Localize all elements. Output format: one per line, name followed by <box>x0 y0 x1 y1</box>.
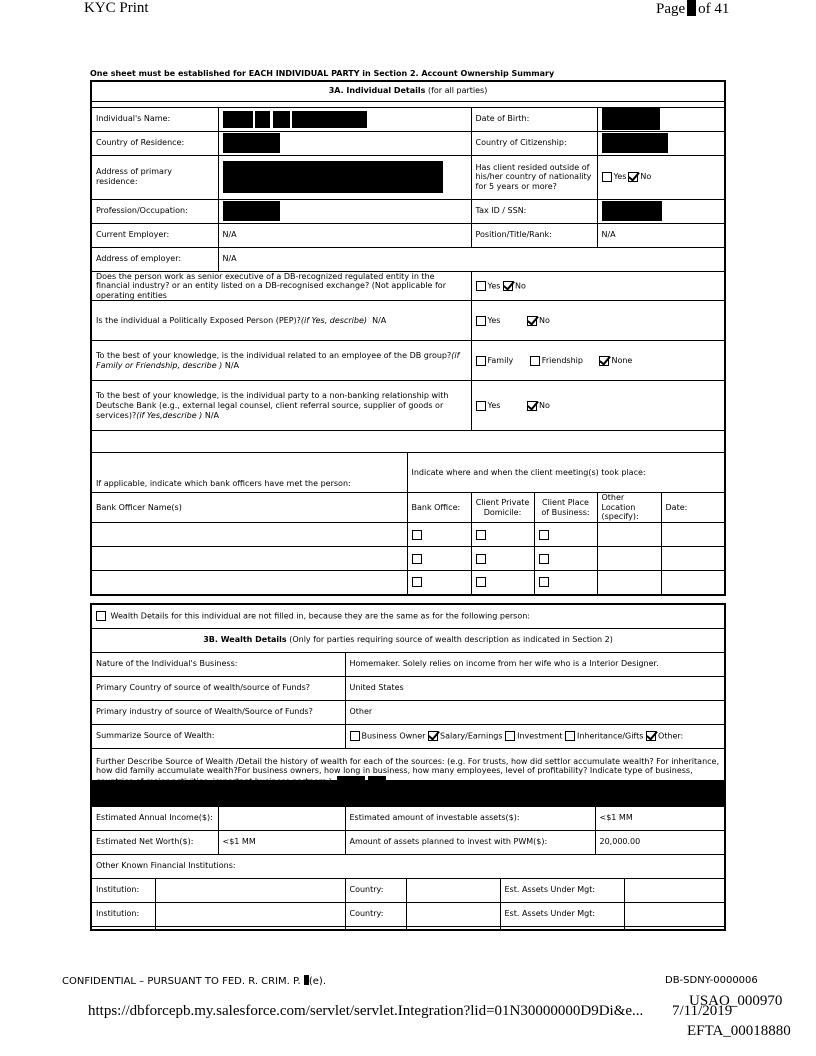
resided-yes-checkbox[interactable] <box>602 172 612 182</box>
meeting-row <box>91 571 725 595</box>
taxid-value <box>597 199 725 223</box>
planned-value: 20,000.00 <box>595 830 725 854</box>
aum-value[interactable] <box>624 902 725 926</box>
taxid-label: Tax ID / SSN: <box>471 199 597 223</box>
place-business-checkbox[interactable] <box>539 530 549 540</box>
pep-no-checkbox[interactable] <box>527 316 537 326</box>
section-a-title: 3A. Individual Details (for all parties) <box>91 81 725 101</box>
efta-number: EFTA_00018880 <box>687 1023 791 1039</box>
related-options: Family Friendship None <box>471 341 725 381</box>
annual-income-label: Estimated Annual Income($): <box>91 806 218 830</box>
meeting-row <box>91 523 725 547</box>
bank-office-header: Bank Office: <box>407 493 471 523</box>
same-as-checkbox[interactable] <box>96 611 106 621</box>
place-business-checkbox[interactable] <box>539 554 549 564</box>
place-business-checkbox[interactable] <box>539 577 549 587</box>
wealth-details-table <box>90 603 726 931</box>
address-label: Address of primary residence: <box>91 155 218 199</box>
address-value <box>218 155 471 199</box>
section-b-title: 3B. Wealth Details (Only for parties requiring source of wealth description as indicated in Section 2) <box>91 628 725 652</box>
business-owner-checkbox[interactable] <box>350 731 360 741</box>
page-label: Page <box>656 1 686 17</box>
domicile-header: Client Private Domicile: <box>471 493 534 523</box>
aum-value[interactable] <box>624 878 725 902</box>
pep-options: Yes No <box>471 301 725 341</box>
officer-name-cell[interactable] <box>91 571 407 595</box>
date-header: Date: <box>661 493 725 523</box>
other-fi-label: Other Known Financial Institutions: <box>91 854 725 878</box>
country-label: Country: <box>345 902 406 926</box>
page-indicator <box>656 0 729 18</box>
nature-label: Nature of the Individual's Business: <box>91 652 345 676</box>
date-cell[interactable] <box>661 523 725 547</box>
bank-office-checkbox[interactable] <box>412 554 422 564</box>
primary-country-label: Primary Country of source of wealth/source of Funds? <box>91 676 345 700</box>
intro-instruction: One sheet must be established for EACH INDIVIDUAL PARTY in Section 2. Account Ownership Summary <box>90 69 555 78</box>
domicile-checkbox[interactable] <box>476 577 486 587</box>
related-family-checkbox[interactable] <box>476 356 486 366</box>
institution-value[interactable] <box>155 878 345 902</box>
redacted-description <box>92 780 724 806</box>
individual-details-table <box>90 80 726 596</box>
meeting-row <box>91 547 725 571</box>
other-checkbox[interactable] <box>646 731 656 741</box>
investable-value: <$1 MM <box>595 806 725 830</box>
institution-value[interactable] <box>155 902 345 926</box>
institution-label: Institution: <box>91 902 155 926</box>
net-worth-label: Estimated Net Worth($): <box>91 830 218 854</box>
officer-name-cell[interactable] <box>91 523 407 547</box>
bank-office-checkbox[interactable] <box>412 530 422 540</box>
senior-exec-question: Does the person work as senior executive of a DB-recognized regulated entity in the financial industry? or an entity listed on a DB-recognised exchange? (Not applicable for operating entities <box>91 271 471 301</box>
related-question: To the best of your knowledge, is the individual related to an employee of the DB group?(if Family or Friendship, describe ) N/A <box>91 341 471 381</box>
country-residence-value <box>218 131 471 155</box>
source-url: https://dbforcepb.my.salesforce.com/servlet/servlet.Integration?lid=01N30000000D9Di&e... <box>88 1003 644 1019</box>
country-residence-label: Country of Residence: <box>91 131 218 155</box>
employer-address-label: Address of employer: <box>91 247 218 271</box>
individual-name-label: Individual's Name: <box>91 107 218 131</box>
profession-label: Profession/Occupation: <box>91 199 218 223</box>
officers-question: If applicable, indicate which bank officers have met the person: <box>91 453 407 493</box>
senior-exec-no-checkbox[interactable] <box>503 281 513 291</box>
summarize-label: Summarize Source of Wealth: <box>91 724 345 748</box>
usao-number: USAO_000970 <box>689 993 783 1009</box>
institution-row <box>91 878 725 902</box>
primary-industry-label: Primary industry of source of Wealth/Source of Funds? <box>91 700 345 724</box>
resided-outside-question: Has client resided outside of his/her country of nationality for 5 years or more? <box>471 155 597 199</box>
related-friendship-checkbox[interactable] <box>530 356 540 366</box>
date-cell[interactable] <box>661 571 725 595</box>
same-as-note: Wealth Details for this individual are not filled in, because they are the same as for the following person: <box>91 604 725 628</box>
print-title: KYC Print <box>84 0 149 16</box>
place-business-header: Client Place of Business: <box>534 493 597 523</box>
nonbank-no-checkbox[interactable] <box>527 401 537 411</box>
country-value[interactable] <box>406 902 500 926</box>
individual-name-value <box>218 107 471 131</box>
salary-checkbox[interactable] <box>428 731 438 741</box>
page-total: of 41 <box>698 1 730 17</box>
employer-address-value: N/A <box>218 247 725 271</box>
nonbank-question: To the best of your knowledge, is the individual party to a non-banking relationship with Deutsche Bank (e.g., external legal counsel, client referral source, supplier of goods or services)?(if Yes,describe ) N/A <box>91 381 471 431</box>
resided-no-checkbox[interactable] <box>628 172 638 182</box>
profession-value <box>218 199 471 223</box>
employer-label: Current Employer: <box>91 223 218 247</box>
officer-name-cell[interactable] <box>91 547 407 571</box>
net-worth-value: <$1 MM <box>218 830 345 854</box>
annual-income-value <box>218 806 345 830</box>
dob-value <box>597 107 725 131</box>
senior-exec-options: Yes No <box>471 271 725 301</box>
other-location-header: Other Location (specify): <box>597 493 661 523</box>
nonbank-yes-checkbox[interactable] <box>476 401 486 411</box>
nonbank-options: Yes No <box>471 381 725 431</box>
aum-label: Est. Assets Under Mgt: <box>500 902 624 926</box>
inheritance-checkbox[interactable] <box>565 731 575 741</box>
print-date: 7/11/2019 <box>672 1003 733 1019</box>
employer-value: N/A <box>218 223 471 247</box>
primary-country-value: United States <box>345 676 725 700</box>
country-value[interactable] <box>406 878 500 902</box>
dob-label: Date of Birth: <box>471 107 597 131</box>
citizenship-label: Country of Citizenship: <box>471 131 597 155</box>
position-label: Position/Title/Rank: <box>471 223 597 247</box>
resided-outside-options: Yes No <box>597 155 725 199</box>
institution-row <box>91 902 725 926</box>
domicile-checkbox[interactable] <box>476 530 486 540</box>
primary-industry-value: Other <box>345 700 725 724</box>
country-label: Country: <box>345 878 406 902</box>
other-location-cell[interactable] <box>597 571 661 595</box>
senior-exec-yes-checkbox[interactable] <box>476 281 486 291</box>
planned-label: Amount of assets planned to invest with PWM($): <box>345 830 595 854</box>
institution-label: Institution: <box>91 878 155 902</box>
aum-label: Est. Assets Under Mgt: <box>500 878 624 902</box>
investable-label: Estimated amount of investable assets($): <box>345 806 595 830</box>
investment-checkbox[interactable] <box>505 731 515 741</box>
position-value: N/A <box>597 223 725 247</box>
date-cell[interactable] <box>661 547 725 571</box>
pep-yes-checkbox[interactable] <box>476 316 486 326</box>
other-location-cell[interactable] <box>597 523 661 547</box>
related-none-checkbox[interactable] <box>599 356 609 366</box>
bank-office-checkbox[interactable] <box>412 577 422 587</box>
domicile-checkbox[interactable] <box>476 554 486 564</box>
other-location-cell[interactable] <box>597 547 661 571</box>
meeting-question: Indicate where and when the client meeting(s) took place: <box>407 453 725 493</box>
summarize-options: Business Owner Salary/Earnings Investment Inheritance/Gifts Other: <box>345 724 725 748</box>
db-number: DB-SDNY-0000006 <box>665 975 758 986</box>
officer-name-header: Bank Officer Name(s) <box>91 493 407 523</box>
pep-question: Is the individual a Politically Exposed Person (PEP)?(if Yes, describe) N/A <box>91 301 471 341</box>
further-describe: Further Describe Source of Wealth /Detail the history of wealth for each of the sources: (e.g. For trusts, how did settlor accumulate wealth? For inheritance, how did family accumulate wealth?For business owners, how long in business, how many employees, level of profitability? Indicate type of business, <box>91 748 725 806</box>
redacted-page-number <box>687 0 696 16</box>
confidential-notice: CONFIDENTIAL – PURSUANT TO FED. R. CRIM. P. (e). <box>62 976 327 987</box>
citizenship-value <box>597 131 725 155</box>
nature-value: Homemaker. Solely relies on income from her wife who is a Interior Designer. <box>345 652 725 676</box>
